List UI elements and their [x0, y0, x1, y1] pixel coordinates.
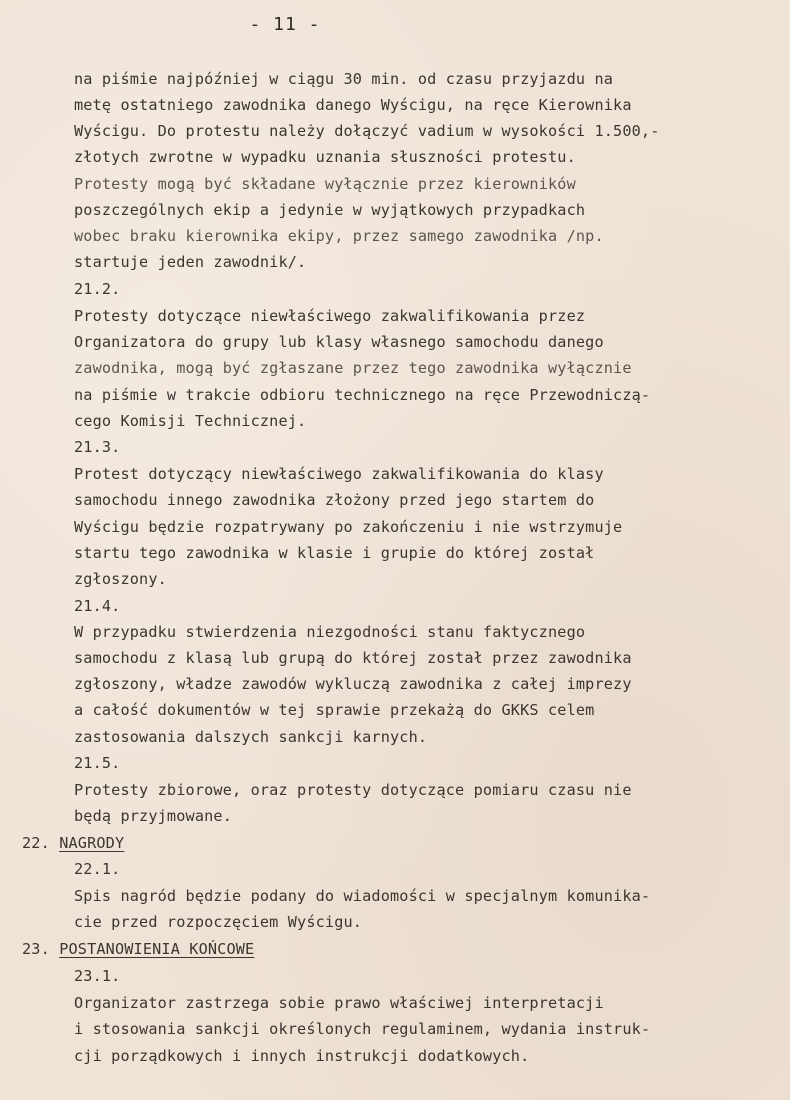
text-line: Protesty dotyczące niewłaściwego zakwalifikowania przez — [74, 307, 586, 325]
heading-number: 22. — [22, 834, 50, 852]
text-line: startuje jeden zawodnik/. — [74, 253, 307, 271]
heading-title: POSTANOWIENIA KOŃCOWE — [59, 940, 255, 958]
text-line: wobec braku kierownika ekipy, przez samego zawodnika /np. — [74, 227, 604, 245]
text-line: zgłoszony, władze zawodów wykluczą zawodnika z całej imprezy — [74, 675, 632, 693]
text-line: cego Komisji Technicznej. — [74, 412, 307, 430]
section-number: 21.2. — [74, 280, 121, 298]
heading-nagrody — [22, 833, 124, 853]
text-line: metę ostatniego zawodnika danego Wyścigu, na ręce Kierownika — [74, 96, 632, 114]
text-line: Protesty zbiorowe, oraz protesty dotyczące pomiaru czasu nie — [74, 781, 632, 799]
text-line: samochodu innego zawodnika złożony przed jego startem do — [74, 491, 595, 509]
text-line: złotych zwrotne w wypadku uznania słuszności protestu. — [74, 148, 576, 166]
heading-number: 23. — [22, 940, 50, 958]
text-line: Protesty mogą być składane wyłącznie przez kierowników — [74, 175, 576, 193]
text-line: na piśmie najpóźniej w ciągu 30 min. od czasu przyjazdu na — [74, 70, 614, 88]
text-line: Organizator zastrzega sobie prawo właściwej interpretacji — [74, 994, 604, 1012]
section-number: 22.1. — [74, 860, 121, 878]
text-line: a całość dokumentów w tej sprawie przekażą do GKKS celem — [74, 701, 595, 719]
page-number: - 11 - — [249, 14, 321, 35]
text-line: na piśmie w trakcie odbioru technicznego na ręce Przewodniczą- — [74, 386, 651, 404]
text-line: zgłoszony. — [74, 570, 167, 588]
section-number: 21.5. — [74, 754, 121, 772]
text-line: Wyścigu będzie rozpatrywany po zakończeniu i nie wstrzymuje — [74, 518, 623, 536]
text-line: Protest dotyczący niewłaściwego zakwalifikowania do klasy — [74, 465, 604, 483]
text-line: zastosowania dalszych sankcji karnych. — [74, 728, 428, 746]
text-line: poszczególnych ekip a jedynie w wyjątkowych przypadkach — [74, 201, 586, 219]
text-line: startu tego zawodnika w klasie i grupie do której został — [74, 544, 595, 562]
heading-title: NAGRODY — [59, 834, 125, 852]
text-line: W przypadku stwierdzenia niezgodności stanu faktycznego — [74, 623, 586, 641]
text-line: samochodu z klasą lub grupą do której został przez zawodnika — [74, 649, 632, 667]
section-number: 23.1. — [74, 967, 121, 985]
text-line: zawodnika, mogą być zgłaszane przez tego zawodnika wyłącznie — [74, 359, 632, 377]
text-line: cji porządkowych i innych instrukcji dodatkowych. — [74, 1047, 530, 1065]
text-line: Wyścigu. Do protestu należy dołączyć vadium w wysokości 1.500,- — [74, 122, 660, 140]
text-line: Organizatora do grupy lub klasy własnego samochodu danego — [74, 333, 604, 351]
heading-postanowienia — [22, 939, 254, 959]
section-number: 21.3. — [74, 438, 121, 456]
text-line: i stosowania sankcji określonych regulaminem, wydania instruk- — [74, 1020, 651, 1038]
section-number: 21.4. — [74, 597, 121, 615]
text-line: cie przed rozpoczęciem Wyścigu. — [74, 913, 363, 931]
text-line: Spis nagród będzie podany do wiadomości w specjalnym komunika- — [74, 887, 651, 905]
text-line: będą przyjmowane. — [74, 807, 232, 825]
